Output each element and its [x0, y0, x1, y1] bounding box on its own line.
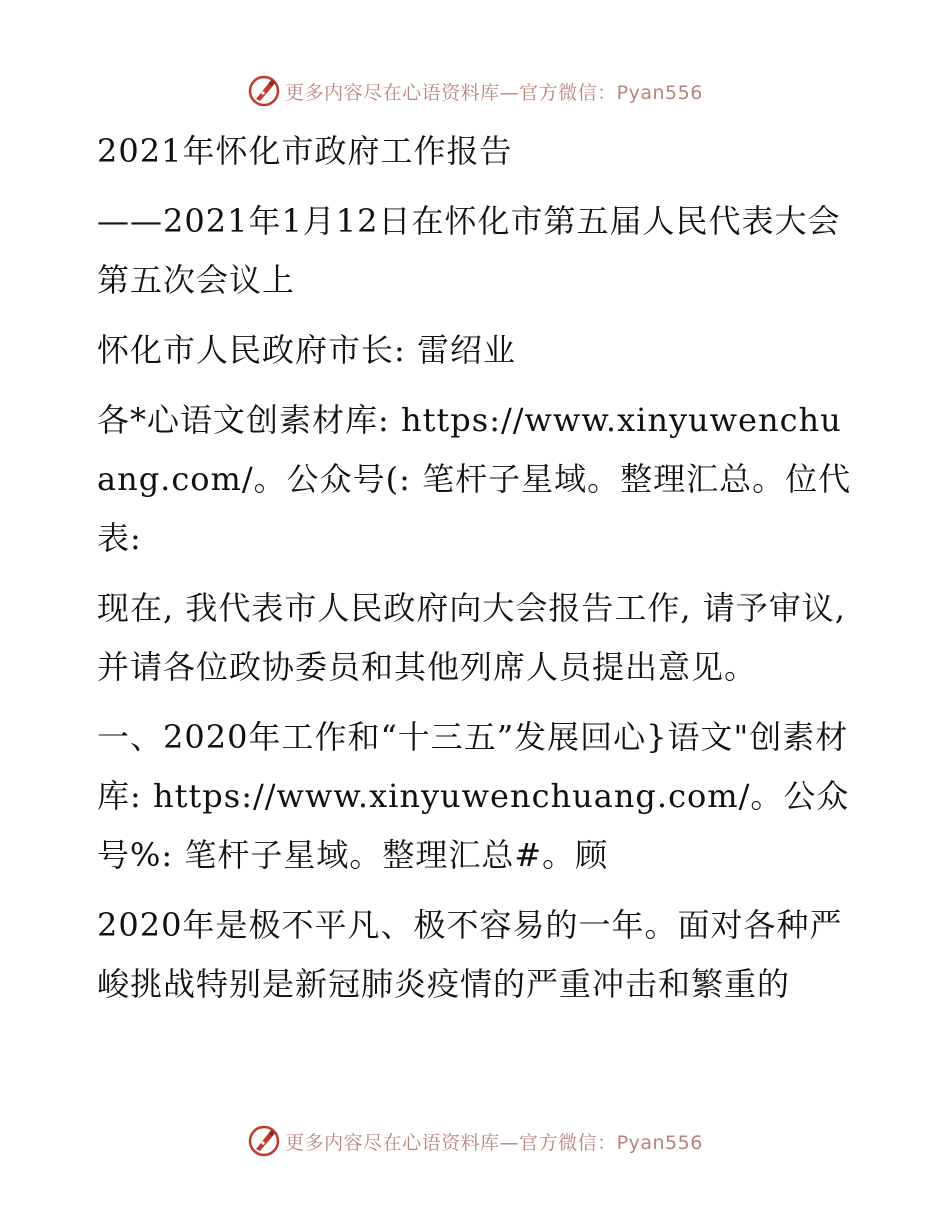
document-author: 怀化市人民政府市长: 雷绍业	[97, 331, 516, 369]
header-watermark-text: 更多内容尽在心语资料库—官方微信：Pyan556	[285, 81, 703, 104]
pen-nib-logo-icon	[247, 74, 281, 108]
intro-paragraph: 现在, 我代表市人民政府向大会报告工作, 请予审议, 并请各位政协委员和其他列席人员提出意见。	[97, 589, 846, 686]
header-watermark-banner	[0, 71, 950, 111]
footer-watermark-text: 更多内容尽在心语资料库—官方微信：Pyan556	[285, 1131, 703, 1154]
body-paragraph: 2020年是极不平凡、极不容易的一年。面对各种严峻挑战特别是新冠肺炎疫情的严重冲击和繁重的	[97, 906, 843, 1003]
document-title: 2021年怀化市政府工作报告	[97, 132, 513, 170]
greeting-paragraph: 各*心语文创素材库: https://www.xinyuwenchuang.com/。公众号(: 笔杆子星域。整理汇总。位代表:	[97, 401, 852, 557]
section-heading: 一、2020年工作和“十三五”发展回心}语文"创素材库: https://www.xinyuwenchuang.com/。公众号%: 笔杆子星域。整理汇总#。顾	[97, 718, 850, 874]
pen-nib-logo-icon	[247, 1124, 281, 1158]
document-body	[97, 122, 857, 1014]
footer-watermark-banner	[0, 1121, 950, 1161]
document-subtitle: ——2021年1月12日在怀化市第五届人民代表大会第五次会议上	[97, 202, 841, 299]
